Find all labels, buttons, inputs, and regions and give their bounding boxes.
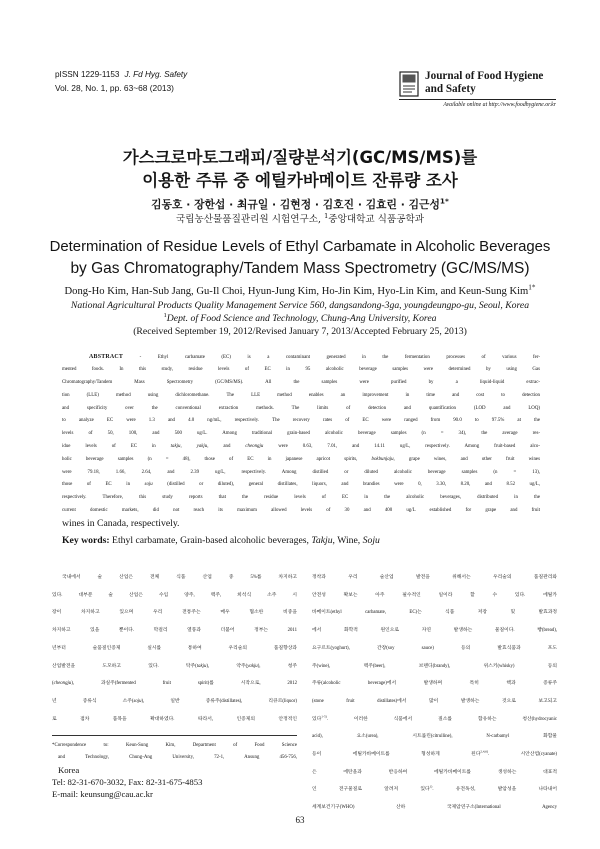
body-text-line <box>52 622 297 640</box>
affiliation-line <box>44 312 556 325</box>
italic-text: Dept. of Food Science and Technology, Chung-Ang University, Korea <box>166 313 437 324</box>
text-run: Ethyl carbamate, Grain-based alcoholic beverages, <box>109 534 312 546</box>
english-title-line: by Gas Chromatography/Tandem Mass Spectrometry (GC/MS/MS) <box>70 260 530 277</box>
text-run: , Wine, <box>332 534 363 546</box>
text-run: 세계보건기구(WHO) 산하 국제암연구소(International Agency <box>312 805 557 811</box>
text-run: Korea <box>58 764 80 775</box>
text-run: Chromatography/Tandem Mass Spectrometry (GC/MS/MS). All the samples were purified by a liquid-liquid extrac- <box>62 380 540 386</box>
text-run: E-mail: keunsung@cau.ac.kr <box>52 788 153 799</box>
text-run: 안전성 확보는 아주 필수적인 일이라 할 수 있다. 에틸카 <box>312 592 557 598</box>
superscript: 1) <box>429 784 433 789</box>
text-run: , and <box>207 444 246 450</box>
body-text-line <box>312 604 557 622</box>
logo-url-text: Available online at http://www.foodhygiene.or.kr <box>443 102 556 108</box>
text-run: , <box>180 444 197 450</box>
logo-title-line: Journal of Food Hygiene <box>425 70 544 82</box>
text-run: 정착과 우리 술산업 발전을 위해서는 우리술의 품질관리와 <box>312 575 557 580</box>
text-run: 로 점차 품목을 확대하였다. 따라서, 인증제의 안정적인 <box>52 716 297 722</box>
body-text-line <box>52 711 297 729</box>
text-run: to analyze EC were 1.3 and 4.0 ng/mL, respectively. The recovery rates of EC were ranged from 90.0 to 97.5% at the <box>62 418 540 424</box>
text-run: 국립농산물품질관리원 시험연구소, <box>175 214 325 225</box>
abstract-line <box>62 518 540 531</box>
text-run: tion (LLE) method using dichloromethane. The LLE method enables an improvement in time and cost to detection <box>62 392 540 398</box>
text-run: were 79.18, 1.66, 2.64, and 2.39 ug/L, respectively. Among distilled or diluted alcoholic beverage samples (n = 13), <box>62 469 540 475</box>
text-run: holic beverage samples (n = 48), those of EC in japanese apricot spirits, <box>62 456 372 462</box>
text-run: acid), 요소(urea), 시트룰린(citrulline), N-carbamyl 화합물 <box>312 734 557 740</box>
italic-text: National Agricultural Products Quality Management Service 560, dangsandong-3ga, youngdeungpo-gu, Seoul, Korea <box>70 300 530 311</box>
text-run: 바메이트(ethyl carbamate, EC)는 식품 저장 및 발효과정 <box>312 610 557 616</box>
footnote-divider <box>52 735 297 736</box>
english-authors <box>44 285 556 298</box>
body-text-line <box>52 693 297 711</box>
abstract-line <box>62 415 540 428</box>
text-run: 주류(alcoholic beverage)에서 발생하며 특히 핵과 증류주 <box>312 681 557 687</box>
text-run: ), 일반 증류주(distillates), 리큐르(liquor) <box>141 698 297 704</box>
abstract <box>62 351 540 531</box>
text-run: were 0.63, 7.01, and 14.11 ug/L, respectively. Among fruit-based alco- <box>263 444 540 450</box>
body-text-line <box>312 746 557 764</box>
journal-logo-icon <box>399 71 419 97</box>
italic-text: cheongju <box>53 681 72 687</box>
text-run: 년부터 술품질인증제 실시를 통하여 우리술의 품질향상과 <box>52 645 297 651</box>
text-run: . 이러한 식품에서 질소를 함유하는 청산(hydrocyanic <box>326 716 557 722</box>
text-run: 있다. 대부분 술 산업은 수입 양주, 맥주, 희석식 소주 시 <box>52 592 297 598</box>
body-text-line <box>52 675 297 693</box>
body-text-line <box>312 587 557 605</box>
text-run: . 유전독성, 발암성을 나타내어 <box>432 787 557 793</box>
abstract-line <box>62 467 540 480</box>
text-run: 김동호 · 장한섭 · 최규일 · 김현정 · 김호진 · 김효린 · 김근성 <box>151 198 440 211</box>
logo-divider <box>399 99 556 100</box>
italic-text: yakju <box>247 663 258 669</box>
italic-text: takju <box>196 663 207 669</box>
korean-title-line: 이용한 주류 중 에틸카바메이트 잔류량 조사 <box>142 171 458 190</box>
body-text-line <box>312 675 557 693</box>
keywords <box>62 534 540 547</box>
superscript: 1* <box>439 196 449 206</box>
italic-text: soju <box>133 698 142 704</box>
text-run: Tel: 82-31-670-3032, Fax: 82-31-675-4853 <box>52 776 203 787</box>
text-run: ), 청주 <box>257 663 297 669</box>
text-run: levels of 50, 100, and 500 ug/L. Among traditional grain-based alcoholic beverage samples (n = 34), the average res- <box>62 431 540 437</box>
body-text-line <box>312 728 557 746</box>
body-text-line <box>52 658 297 676</box>
english-title-line: Determination of Residue Levels of Ethyl Carbamate in Alcoholic Beverages <box>49 239 551 255</box>
running-header <box>55 69 187 94</box>
received-dates: (Received September 19, 2012/Revised January 7, 2013/Accepted February 25, 2013) <box>133 326 467 337</box>
superscript: 1* <box>528 283 536 292</box>
text-run: (distilled or diluted), general distillates, liquors, and brandies were 0, 3.30, 8.20, and 8.52 ug/L, <box>152 482 541 488</box>
text-run: - Ethyl carbamate (EC) is a contaminant generated in the fermentation processes of various fer- <box>123 354 540 360</box>
affiliation-line <box>44 299 556 312</box>
text-run: 중앙대학교 식품공학과 <box>328 214 425 225</box>
text-run: pISSN 1229-1153 <box>55 70 120 79</box>
text-run: (stone fruit distillates)에서 많이 발생하는 것으로 보고되고 <box>312 698 557 704</box>
correspondence-footnote <box>52 740 297 800</box>
abstract-line <box>62 454 540 467</box>
abstract-line <box>62 492 540 505</box>
italic-text: bokbunjaju <box>371 456 394 462</box>
italic-text: soju <box>144 482 153 488</box>
abstract-line <box>62 403 540 416</box>
superscript: 1 <box>324 211 329 220</box>
text-run: 산업발전을 도모하고 있다. 탁주( <box>52 663 197 669</box>
italic-text: Takju <box>311 534 333 546</box>
body-text-line <box>312 640 557 658</box>
text-run: ), 과실주(fermented fruit spirit)를 시작으로, 2012 <box>71 681 297 687</box>
text-run: , grape wines, and other fruit wines <box>393 456 540 462</box>
footnote-line <box>52 764 297 776</box>
body-text-line <box>312 658 557 676</box>
page-number: 63 <box>295 815 305 825</box>
text-run: 에서 화학적 원인으로 자연 발생하는 물질이다. 빵(bread), <box>312 628 557 634</box>
text-run: 국내에서 술 산업은 전체 식품 산업 중 5%를 차지하고 <box>62 575 297 580</box>
abstract-line <box>62 351 540 365</box>
superscript: 2,4,6) <box>480 749 488 754</box>
text-run: 차지하고 있을 뿐이다. 막걸리 열풍과 더불어 정부는 2011 <box>52 628 297 634</box>
body-column-left <box>52 569 297 728</box>
text-run: *Correspondence to: Keun-Sung Kim, Department of Food Science <box>52 742 297 748</box>
italic-text: cheongju <box>245 444 264 450</box>
italic-text: yakju <box>196 444 208 450</box>
text-run: and Technology, Chung-Ang University, 72-1, Ansung 456-756, <box>58 754 297 760</box>
korean-title-line: 가스크로마토그래피/질량분석기(GC/MS/MS)를 <box>122 148 478 167</box>
footnote-line <box>52 752 297 764</box>
body-text-line <box>312 569 557 587</box>
abstract-line <box>62 377 540 390</box>
text-run: 요구르트(yoghurt), 간장(soy sauce) 등의 발효식품과 포도 <box>312 645 557 651</box>
bold-text: ABSTRACT <box>89 353 124 360</box>
text-run: mented foods. In this study, residue levels of EC in 95 alcoholic beverage samples were determined by using Gas <box>62 367 540 373</box>
body-text-line <box>312 711 557 729</box>
text-run: 년 증류식 소주( <box>52 698 134 704</box>
text-run: respectively. Therefore, this study reports that the residue levels of EC in the alcoholic beverages, distributed in the <box>62 495 540 501</box>
text-run: 장이 차지하고 있으며 우리 전통주는 매우 협소한 비중을 <box>52 610 297 616</box>
body-text-line <box>312 781 557 799</box>
abstract-line <box>62 390 540 403</box>
korean-authors <box>40 198 560 212</box>
text-run: those of EC in <box>62 482 145 488</box>
footnote-line <box>52 740 297 752</box>
english-title <box>48 236 552 280</box>
text-run: 인 전구물질로 알려져 있다 <box>312 787 430 793</box>
text-run: 등이 에틸카바메이트를 형성하게 된다 <box>312 752 481 758</box>
journal-logo <box>399 70 556 112</box>
text-run: 은 에탄올과 반응하여 에틸카바메이트를 생성하는 대표적 <box>312 769 557 775</box>
volume-line: Vol. 28, No. 1, pp. 63~68 (2013) <box>55 82 174 93</box>
bold-text: Key words: <box>62 534 110 546</box>
abstract-line <box>62 479 540 492</box>
abstract-line <box>62 364 540 377</box>
logo-title <box>425 70 556 95</box>
superscript: 1 <box>163 311 167 319</box>
body-text-line <box>52 640 297 658</box>
body-column-right <box>312 569 557 817</box>
abstract-line <box>62 441 540 454</box>
english-affiliations <box>44 299 556 325</box>
issn-line <box>55 69 187 82</box>
body-text-line <box>312 693 557 711</box>
text-run: Dong-Ho Kim, Han-Sub Jang, Gu-Il Choi, Hyun-Jung Kim, Ho-Jin Kim, Hyo-Lin Kim, and Keun-Sung Kim <box>64 286 529 297</box>
italic-text: takju <box>170 444 181 450</box>
korean-affiliation <box>40 213 560 227</box>
text-run: 주(wine), 맥주(beer), 브랜디(brandy), 위스키(whisky) 등의 <box>312 663 557 669</box>
body-text-line <box>312 622 557 640</box>
italic-text: Soju <box>362 534 380 546</box>
korean-title <box>40 146 560 192</box>
body-text-line <box>52 587 297 605</box>
text-run: wines in Canada, respectively. <box>62 517 180 529</box>
body-text-line <box>52 569 297 587</box>
abstract-line <box>62 505 540 518</box>
footnote-line <box>52 788 297 800</box>
text-run: and specificity over the conventional extraction methods. The limits of detection and quantification (LOD and LOQ) <box>62 405 540 411</box>
footnote-line <box>52 776 297 788</box>
superscript: 1-5) <box>321 714 327 719</box>
body-text-line <box>52 604 297 622</box>
body-text-line <box>312 764 557 782</box>
italic-text: J. Fd Hyg. Safety <box>124 70 188 79</box>
text-run: current domestic markets, did not reach its maximum allowed levels of 30 and 400 ug/L established for grape and fruit <box>62 508 540 514</box>
text-run: idue levels of EC in <box>62 444 171 450</box>
logo-title-line: and Safety <box>425 82 476 95</box>
text-run: 있다 <box>312 716 322 722</box>
text-run: ( <box>52 681 54 687</box>
abstract-line <box>62 428 540 441</box>
text-run: . 시안산염(cyanate) <box>488 752 557 758</box>
text-run: ), 약주( <box>206 663 248 669</box>
